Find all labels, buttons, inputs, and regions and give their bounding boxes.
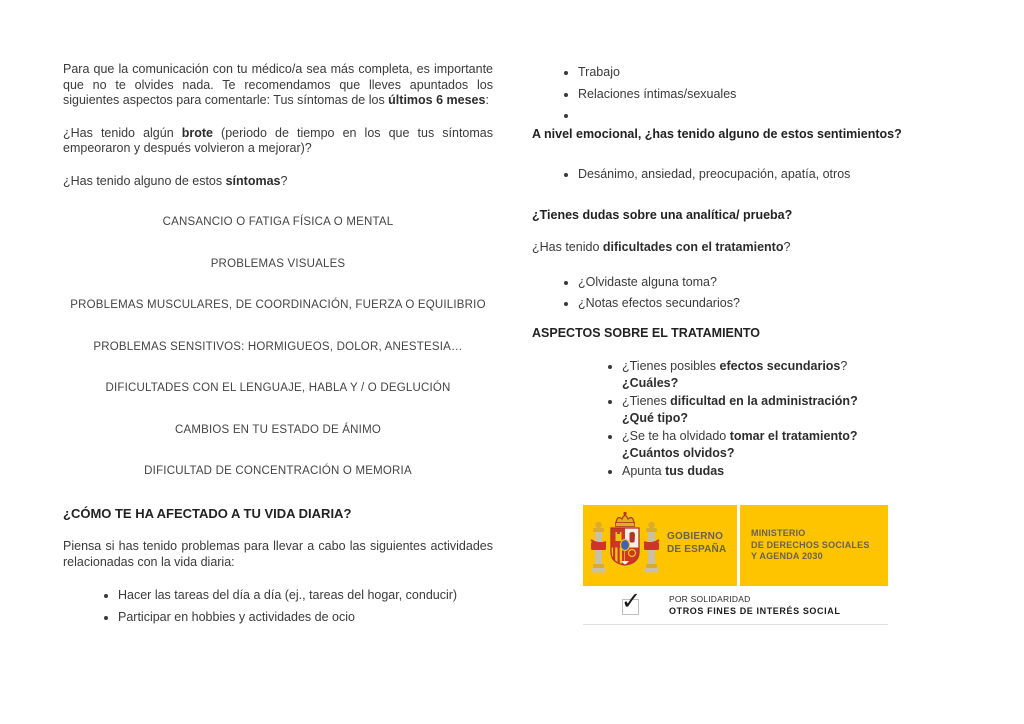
checkmark-icon: ✓	[621, 588, 642, 615]
symptom-item: PROBLEMAS MUSCULARES, DE COORDINACIÓN, FUERZA O EQUILIBRIO	[70, 299, 486, 311]
logo-divider	[737, 505, 740, 586]
spain-coat-of-arms-icon	[589, 509, 661, 587]
list-item: • Apunta tus dudas	[622, 463, 937, 480]
heading-analitica: ¿Tienes dudas sobre una analítica/ prueba?	[532, 207, 793, 222]
solidaridad-label: POR SOLIDARIDAD OTROS FINES DE INTERÉS SOCIAL	[669, 594, 841, 616]
daily-intro-paragraph: Piensa si has tenido problemas para llevar a cabo las siguientes actividades relacionadas con la vida diaria:	[63, 539, 493, 569]
government-logo	[583, 505, 888, 625]
symptom-item: CANSANCIO O FATIGA FÍSICA O MENTAL	[162, 216, 394, 228]
gobierno-espana-label: GOBIERNO DE ESPAÑA	[667, 531, 727, 555]
intro-paragraph	[63, 62, 493, 109]
list-item-empty	[578, 105, 937, 127]
daily-activities-list	[63, 585, 493, 628]
heading-emotional: A nivel emocional, ¿has tenido alguno de estos sentimientos?	[532, 126, 902, 141]
intro-text: Para que la comunicación con tu médico/a sea más completa, es importante que no te olvides nada. Te recomendamos que lleves apuntados los siguientes aspectos para comentarle: Tus síntomas de los	[63, 62, 493, 107]
symptom-item: PROBLEMAS VISUALES	[210, 257, 346, 270]
ministerio-label: MINISTERIO DE DERECHOS SOCIALES Y AGENDA 2030	[751, 528, 870, 561]
list-item: • ¿Tienes posibles efectos secundarios? ¿Cuáles?	[622, 358, 937, 392]
life-areas-list	[532, 62, 937, 127]
symptom-item: DIFICULTAD DE CONCENTRACIÓN O MEMORIA	[144, 465, 412, 477]
symptoms-list	[63, 215, 493, 480]
question-dificultades: ¿Has tenido dificultades con el tratamiento?	[532, 240, 791, 254]
list-item: • Desánimo, ansiedad, preocupación, apatía, otros	[578, 164, 937, 186]
list-item: • Hacer las tareas del día a día (ej., tareas del hogar, conducir)	[118, 585, 493, 607]
logo-yellow-banner	[583, 505, 888, 586]
solidarity-strip	[583, 588, 888, 625]
solidarity-checkbox	[621, 588, 642, 615]
list-item: • Participar en hobbies y actividades de ocio	[118, 607, 493, 629]
treatment-aspects-list	[532, 358, 937, 480]
emotional-list	[532, 164, 937, 186]
list-item: • Trabajo	[578, 62, 937, 84]
heading-vida-diaria: ¿CÓMO TE HA AFECTADO A TU VIDA DIARIA?	[63, 505, 352, 521]
left-column	[63, 62, 493, 628]
heading-aspectos-tratamiento: ASPECTOS SOBRE EL TRATAMIENTO	[532, 325, 761, 340]
treatment-questions-list	[532, 272, 937, 314]
list-item: • ¿Se te ha olvidado tomar el tratamiento? ¿Cuántos olvidos?	[622, 428, 937, 462]
list-item: • ¿Olvidaste alguna toma?	[578, 272, 937, 293]
list-item: • ¿Tienes dificultad en la administración? ¿Qué tipo?	[622, 393, 937, 427]
list-item: • Relaciones íntimas/sexuales	[578, 84, 937, 106]
list-item: • ¿Notas efectos secundarios?	[578, 293, 937, 314]
right-column	[532, 62, 937, 481]
symptom-item: CAMBIOS EN TU ESTADO DE ÁNIMO	[174, 423, 381, 436]
intro-bold-text: últimos 6 meses	[388, 93, 486, 107]
question-sintomas: ¿Has tenido alguno de estos síntomas?	[63, 173, 288, 188]
symptom-item: DIFICULTADES CON EL LENGUAJE, HABLA Y / O DEGLUCIÓN	[105, 382, 451, 394]
intro-colon: :	[485, 93, 489, 107]
question-brote: ¿Has tenido algún brote (periodo de tiempo en los que tus síntomas empeoraron y después volvieron a mejorar)?	[63, 125, 493, 155]
symptom-item: PROBLEMAS SENSITIVOS: HORMIGUEOS, DOLOR, ANESTESIA…	[93, 340, 463, 353]
